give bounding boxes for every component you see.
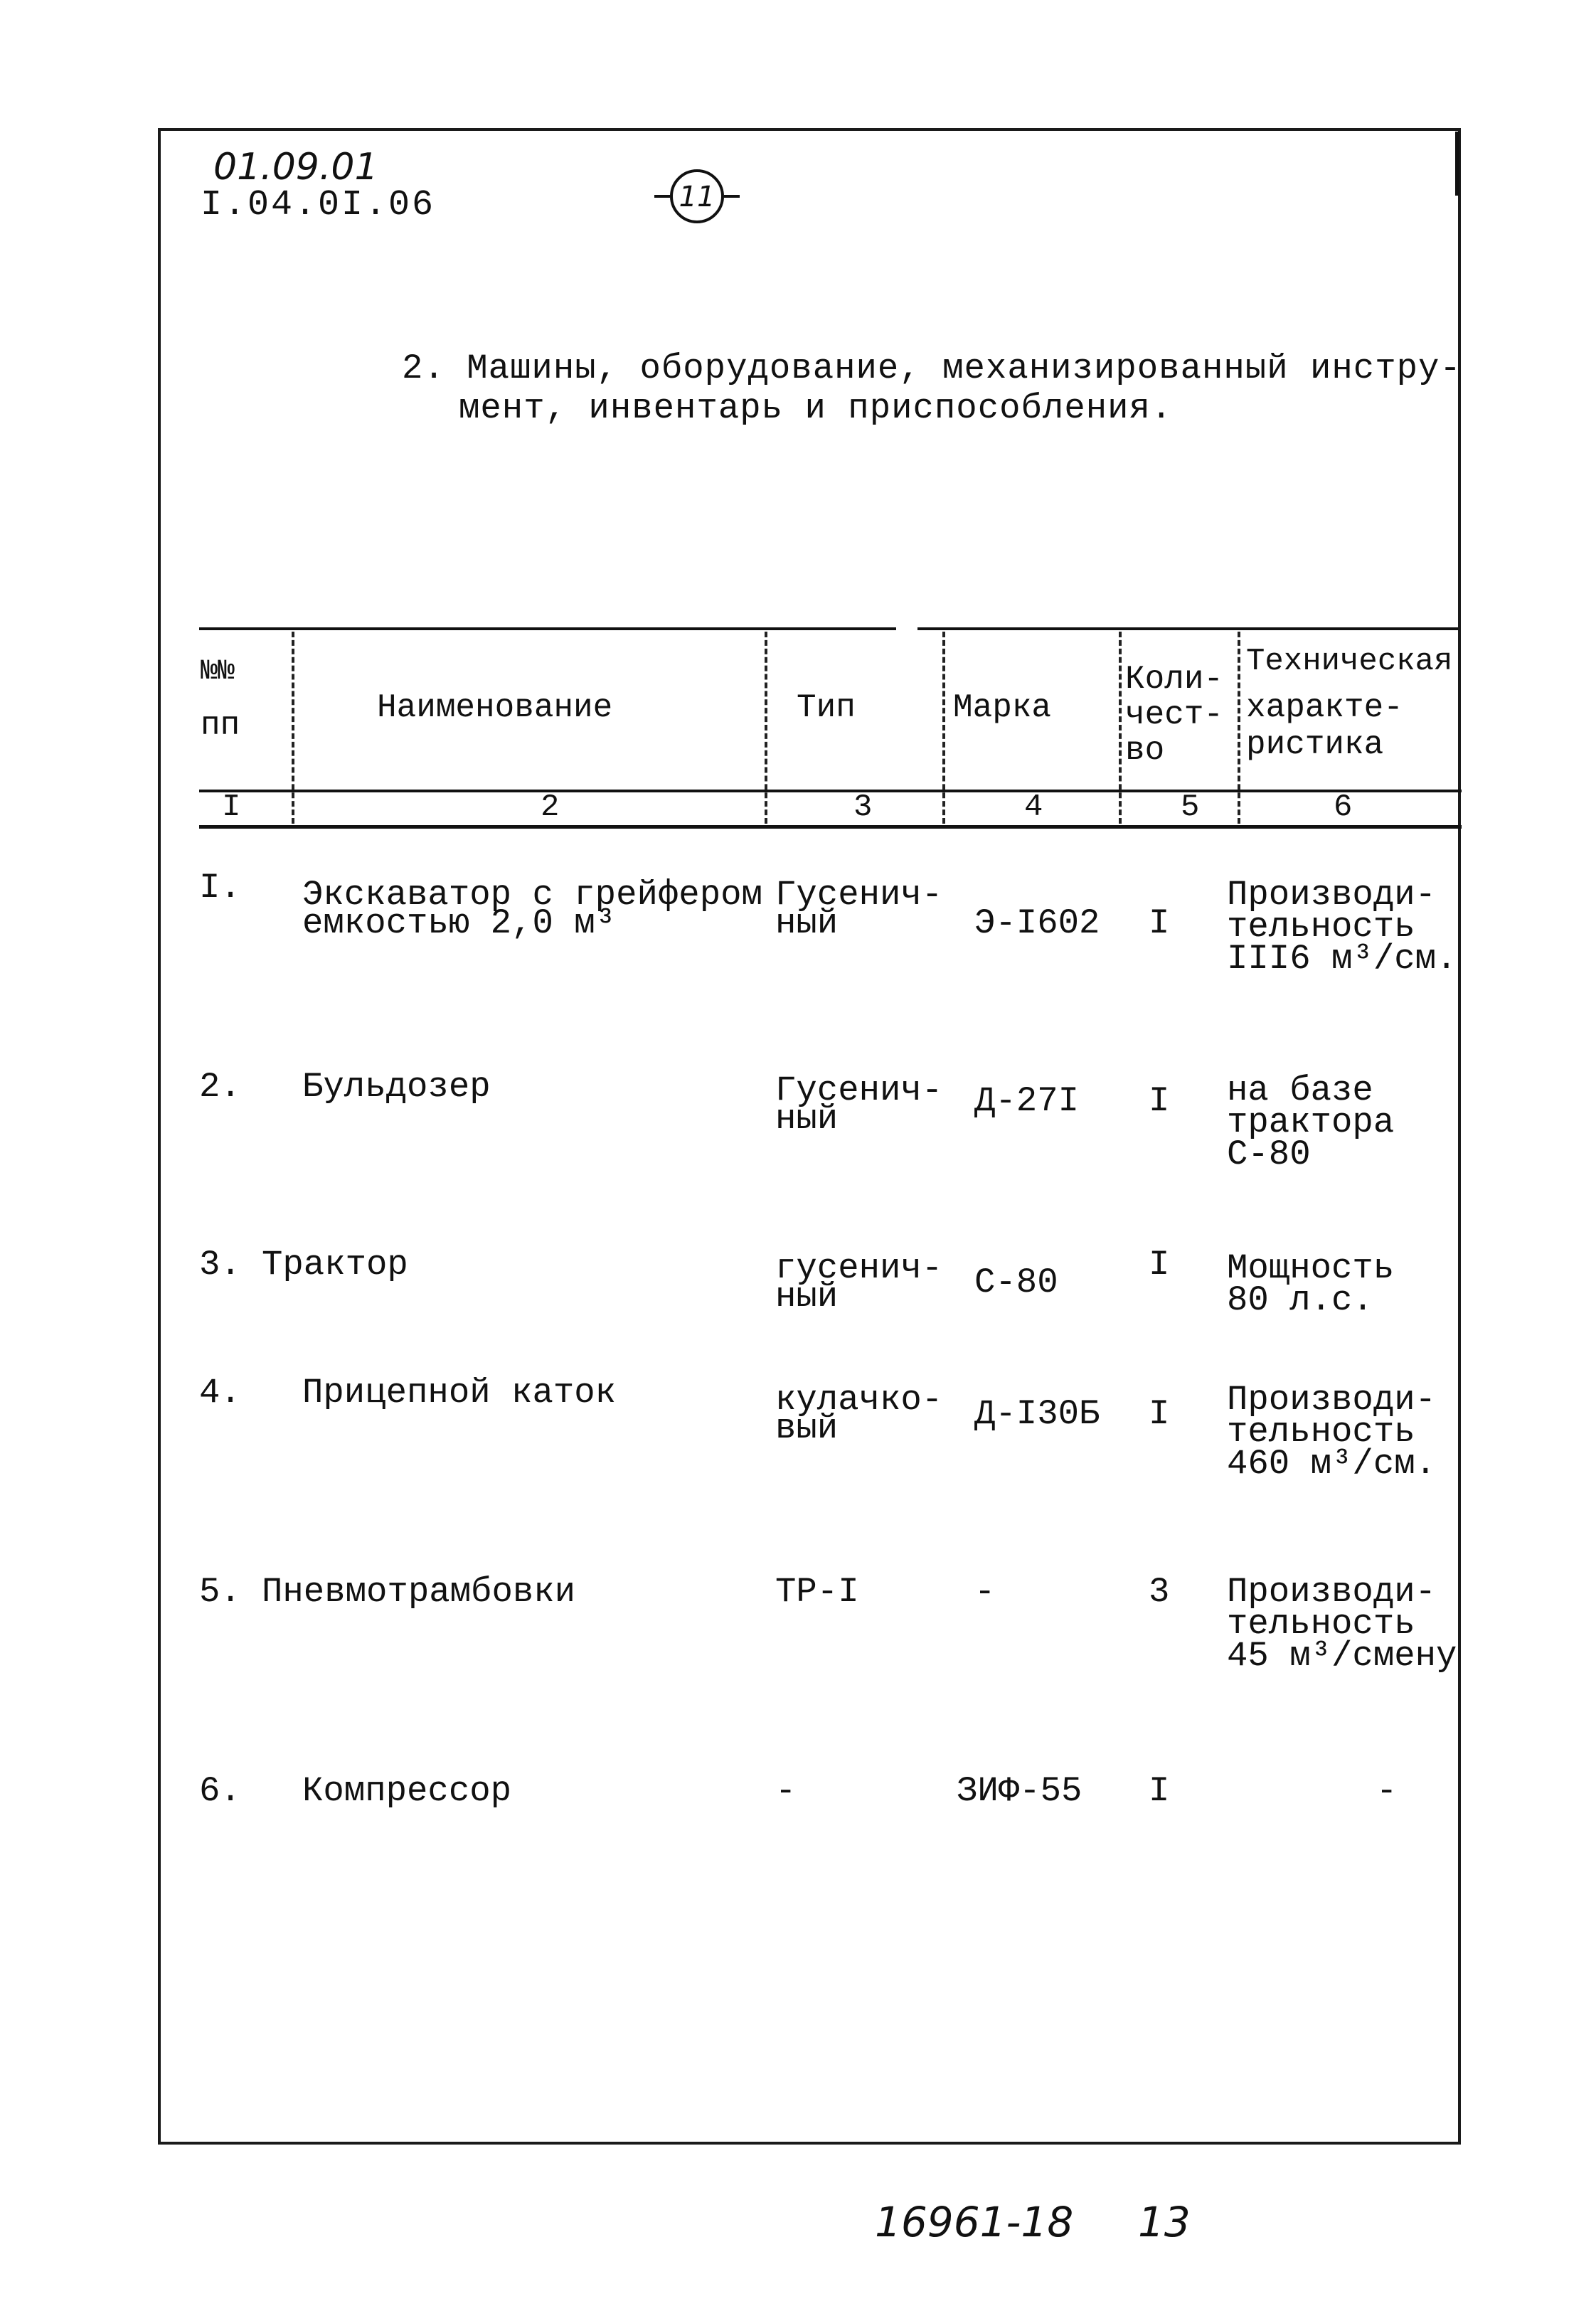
- header-no-line2: пп: [201, 707, 240, 744]
- row-tech: Производи-: [1227, 1380, 1437, 1420]
- col-sep-5: [1238, 632, 1240, 824]
- column-number-rule: [199, 825, 1462, 829]
- row-type: Гусенич-: [775, 1071, 943, 1110]
- col-sep-4: [1119, 632, 1122, 824]
- row-name: Пневмотрамбовки: [262, 1572, 576, 1612]
- row-name: Бульдозер: [302, 1067, 491, 1107]
- sheet-number-stamp: [654, 169, 747, 226]
- row-name: Компрессор: [302, 1771, 512, 1811]
- section-title-line2: мент, инвентарь и приспособления.: [459, 388, 1173, 428]
- row-number: 3.: [199, 1245, 241, 1285]
- header-qty-line3: во: [1125, 732, 1165, 769]
- row-tech: трактора: [1227, 1103, 1395, 1142]
- column-number: 6: [1334, 790, 1353, 825]
- row-qty: I: [1149, 903, 1170, 943]
- column-number: I: [222, 790, 241, 825]
- row-name: Трактор: [262, 1245, 408, 1285]
- header-qty-line2: чест-: [1125, 696, 1224, 733]
- footer-page-number: 13: [1138, 2198, 1191, 2246]
- row-tech: на базе: [1227, 1071, 1373, 1110]
- row-type: гусенич-: [775, 1248, 943, 1288]
- row-mark: Э-I602: [974, 903, 1100, 943]
- row-mark: -: [974, 1572, 996, 1612]
- row-type: ный: [775, 903, 839, 943]
- row-tech: 45 м³/смену: [1227, 1636, 1457, 1676]
- row-mark: Д-I30Б: [974, 1394, 1100, 1434]
- header-tech-line1: Техническая: [1246, 644, 1453, 679]
- row-qty: I: [1149, 1081, 1170, 1121]
- row-type: вый: [775, 1408, 839, 1448]
- col-sep-3: [942, 632, 945, 824]
- row-tech: С-80: [1227, 1135, 1311, 1174]
- row-tech: тельность: [1227, 907, 1415, 947]
- row-type: Гусенич-: [775, 875, 943, 915]
- table-top-rule: [199, 627, 896, 630]
- row-number: I.: [199, 868, 241, 908]
- row-tech: -: [1376, 1771, 1398, 1811]
- column-number: 3: [853, 790, 873, 825]
- row-type: ТР-I: [775, 1572, 859, 1612]
- row-tech: 80 л.с.: [1227, 1280, 1373, 1320]
- row-tech: Производи-: [1227, 1572, 1437, 1612]
- row-type: ный: [775, 1277, 839, 1317]
- header-tech-line3: ристика: [1246, 726, 1384, 763]
- col-sep-2: [765, 632, 767, 824]
- column-number: 4: [1024, 790, 1043, 825]
- header-tech-line2: характе-: [1246, 689, 1403, 726]
- header-type: Тип: [797, 689, 856, 726]
- table-top-rule-right: [917, 627, 1458, 630]
- row-qty: 3: [1149, 1572, 1170, 1612]
- col-sep-1: [292, 632, 294, 824]
- row-qty: I: [1149, 1771, 1170, 1811]
- handwritten-code: 01.09.01: [213, 146, 378, 188]
- row-tech: 460 м³/см.: [1227, 1444, 1437, 1484]
- column-number: 5: [1181, 790, 1200, 825]
- header-no-line1: №№: [201, 656, 235, 688]
- row-name: Прицепной каток: [302, 1373, 617, 1413]
- row-name: Экскаватор с грейфером: [302, 875, 762, 915]
- row-tech: III6 м³/см.: [1227, 939, 1457, 979]
- row-mark: Д-27I: [974, 1081, 1080, 1121]
- row-tech: тельность: [1227, 1604, 1415, 1644]
- header-mark: Марка: [953, 689, 1052, 726]
- header-bottom-rule: [199, 790, 1462, 792]
- sheet-number: 11: [670, 169, 724, 223]
- row-type: ный: [775, 1099, 839, 1139]
- row-tech: тельность: [1227, 1412, 1415, 1452]
- row-qty: I: [1149, 1245, 1170, 1285]
- frame-edge-mark: [1455, 132, 1459, 196]
- row-tech: Производи-: [1227, 875, 1437, 915]
- footer-code: 16961-18: [875, 2198, 1074, 2246]
- row-name: емкостью 2,0 м³: [302, 903, 617, 943]
- row-number: 2.: [199, 1067, 241, 1107]
- row-type: кулачко-: [775, 1380, 943, 1420]
- column-number: 2: [541, 790, 560, 825]
- project-code: I.04.0I.06: [201, 185, 436, 225]
- header-qty-line1: Коли-: [1125, 661, 1224, 698]
- row-tech: Мощность: [1227, 1248, 1395, 1288]
- row-mark: С-80: [974, 1263, 1058, 1302]
- row-number: 6.: [199, 1771, 241, 1811]
- section-title-line1: 2. Машины, оборудование, механизированный инстру-: [402, 349, 1462, 388]
- row-number: 5.: [199, 1572, 241, 1612]
- row-qty: I: [1149, 1394, 1170, 1434]
- row-number: 4.: [199, 1373, 241, 1413]
- row-type: -: [775, 1771, 797, 1811]
- stamp-dash-left: [654, 195, 670, 198]
- stamp-dash-right: [724, 195, 740, 198]
- header-name: Наименование: [377, 689, 613, 726]
- row-mark: ЗИФ-55: [957, 1771, 1082, 1811]
